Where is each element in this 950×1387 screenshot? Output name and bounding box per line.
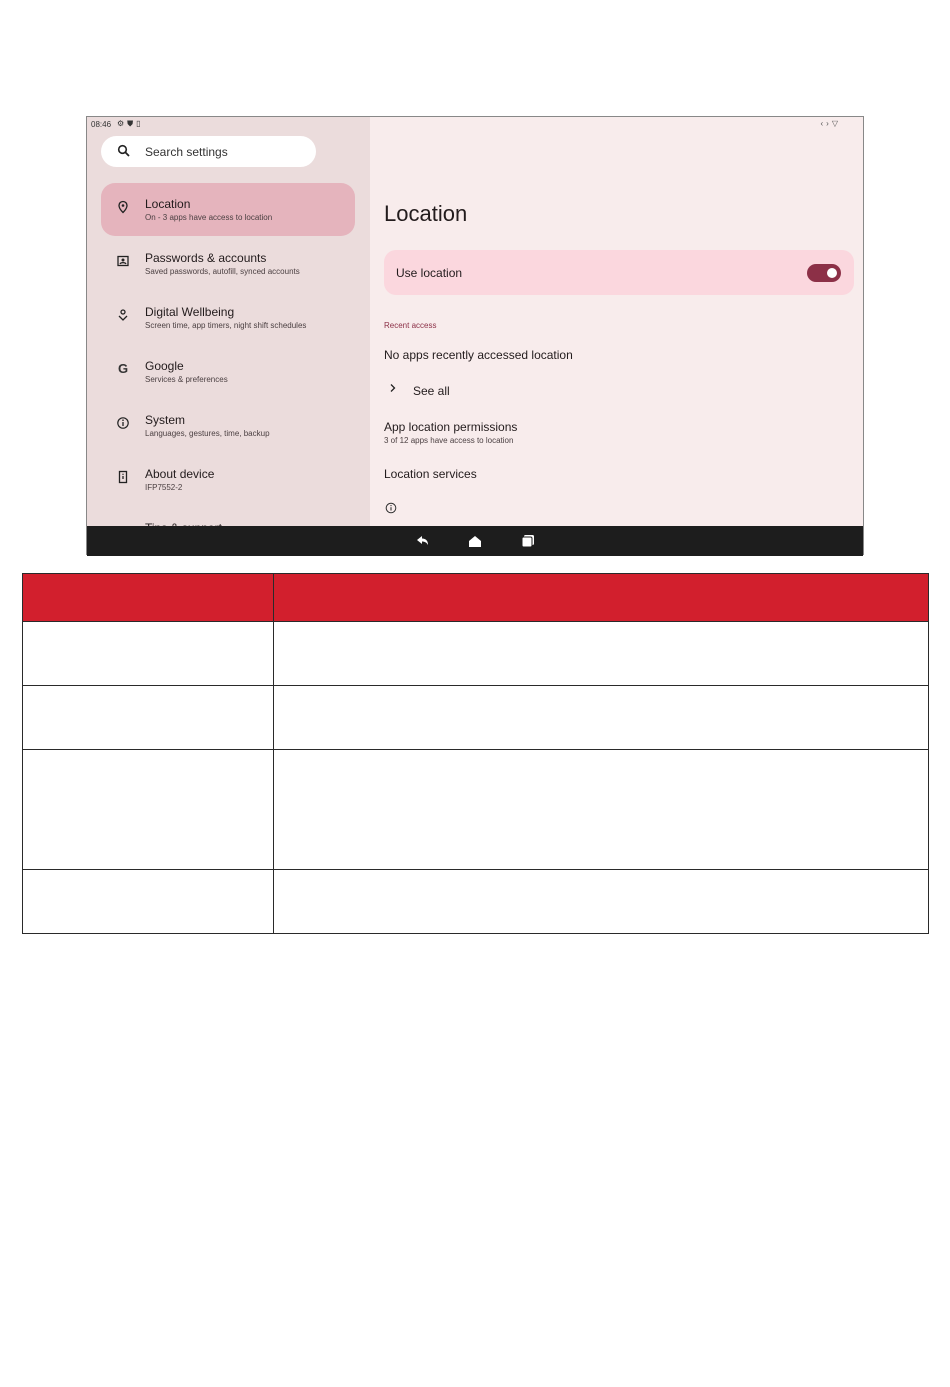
table-cell [23,750,274,870]
info-icon [116,416,130,430]
sidebar-item-google[interactable] [101,345,355,398]
sidebar-item-system[interactable] [101,399,355,452]
info-icon [385,502,397,514]
search-icon [117,144,131,158]
sidebar-item-passwords-accounts[interactable] [101,237,355,290]
use-location-label: Use location [396,266,463,280]
table-header-cell [274,574,929,622]
see-all-link[interactable]: See all [413,384,450,398]
wellbeing-icon [116,308,130,322]
sidebar-item-title: About device [145,467,215,481]
table-header-row [23,574,929,622]
search-placeholder: Search settings [145,145,228,159]
sidebar-item-subtitle: Languages, gestures, time, backup [145,429,270,438]
shield-icon: ⛊ [127,119,137,128]
toggle-knob [827,268,837,278]
use-location-toggle[interactable] [807,264,841,282]
sidebar-item-subtitle: IFP7552-2 [145,483,183,492]
sidebar-item-title: Google [145,359,184,373]
sidebar-item-subtitle: Services & preferences [145,375,228,384]
wifi-icon: ▽ [831,119,841,128]
table-row [23,686,929,750]
app-location-permissions-item[interactable]: App location permissions [384,420,518,434]
status-right-icons [821,119,841,128]
location-settings-panel [370,117,863,526]
battery-icon: ▯ [136,119,144,128]
table-cell [23,870,274,934]
sidebar-item-subtitle: Screen time, app timers, night shift schedules [145,321,307,330]
sidebar-item-digital-wellbeing[interactable] [101,291,355,344]
account-box-icon [116,254,130,268]
sidebar-item-about-device[interactable] [101,453,355,506]
sidebar-item-subtitle: On - 3 apps have access to location [145,213,273,222]
recents-icon[interactable] [520,533,536,549]
device-screenshot [86,116,864,555]
search-input[interactable] [101,136,316,167]
gear-icon: ⚙ [117,119,128,128]
sidebar-item-title: Location [145,197,191,211]
chevron-right-icon [388,383,398,393]
table-cell [274,622,929,686]
table-cell [274,870,929,934]
table-cell [23,622,274,686]
table-row [23,870,929,934]
status-time: 08:46 [91,120,112,129]
table-row [23,622,929,686]
sidebar-item-location[interactable] [101,183,355,236]
table-cell [23,686,274,750]
code-icon: ‹› [820,119,832,128]
sidebar-item-title: Passwords & accounts [145,251,267,265]
location-services-item[interactable]: Location services [384,467,477,481]
table-row [23,750,929,870]
recent-access-header: Recent access [384,321,437,330]
settings-description-table [22,573,929,934]
use-location-row[interactable] [384,250,854,295]
table-cell [274,750,929,870]
no-recent-access-text: No apps recently accessed location [384,348,573,362]
back-icon[interactable] [414,533,430,549]
navigation-bar [87,526,863,556]
sidebar-item-title: Digital Wellbeing [145,305,235,319]
google-icon: G [117,361,129,376]
sidebar-item-subtitle: Saved passwords, autofill, synced accounts [145,267,300,276]
app-location-permissions-subtitle: 3 of 12 apps have access to location [384,436,514,445]
device-icon [116,470,130,484]
location-pin-icon [116,200,130,214]
page-title: Location [384,201,468,226]
home-icon[interactable] [467,533,483,549]
settings-sidebar [87,117,370,526]
table-header-cell [23,574,274,622]
status-left-icons [117,119,144,129]
sidebar-item-title: System [145,413,186,427]
table-cell [274,686,929,750]
